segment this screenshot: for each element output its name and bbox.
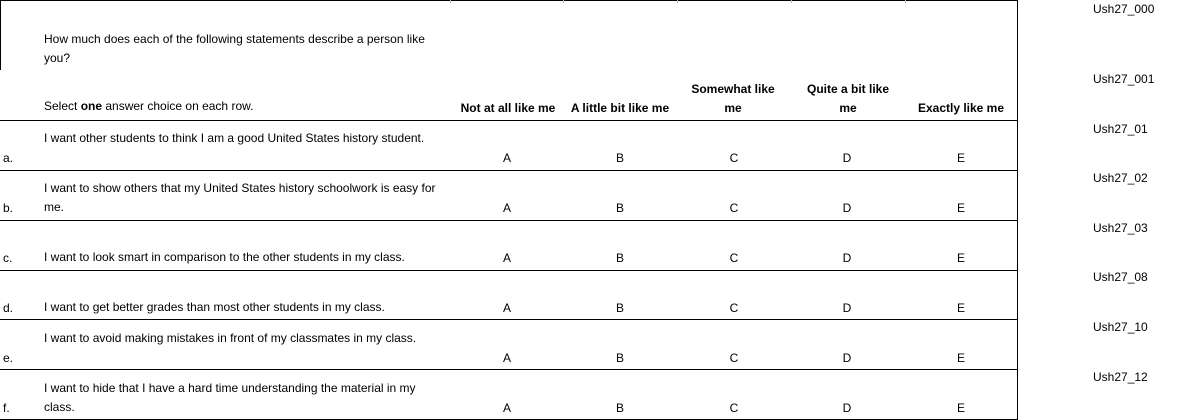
- choice-a[interactable]: A: [502, 301, 511, 315]
- instruction-text: answer choice on each row.: [102, 99, 254, 113]
- choice-b[interactable]: B: [615, 401, 624, 415]
- item-code: Ush27_02: [1093, 171, 1148, 185]
- column-tick: [563, 0, 564, 3]
- choice-c[interactable]: C: [729, 401, 739, 415]
- choice-d[interactable]: D: [842, 351, 852, 365]
- item-code: Ush27_10: [1093, 320, 1148, 334]
- item-letter: f.: [3, 401, 10, 415]
- scale-header-2: A little bit like me: [570, 101, 670, 115]
- row-divider: [0, 120, 1018, 121]
- choice-b[interactable]: B: [615, 301, 624, 315]
- choice-a[interactable]: A: [502, 401, 511, 415]
- question-prompt: How much does each of the following statements describe a person like you?: [44, 32, 425, 65]
- choice-d[interactable]: D: [842, 401, 852, 415]
- item-statement: I want to show others that my United States history schoolwork is easy for me.: [44, 181, 436, 214]
- right-border: [1017, 0, 1018, 420]
- item-statement: I want to avoid making mistakes in front of my classmates in my class.: [44, 331, 417, 345]
- choice-a[interactable]: A: [502, 351, 511, 365]
- scale-header-4: Quite a bit like me: [806, 82, 890, 115]
- item-statement: I want other students to think I am a good United States history student.: [44, 131, 425, 145]
- item-code: Ush27_03: [1093, 221, 1148, 235]
- question-code: Ush27_000: [1093, 2, 1155, 16]
- item-letter: a.: [3, 151, 14, 165]
- choice-d[interactable]: D: [842, 251, 852, 265]
- top-border: [0, 0, 1018, 1]
- choice-e[interactable]: E: [956, 251, 965, 265]
- choice-e[interactable]: E: [956, 201, 965, 215]
- choice-e[interactable]: E: [956, 151, 965, 165]
- left-border-stub: [0, 0, 1, 70]
- choice-d[interactable]: D: [842, 301, 852, 315]
- choice-c[interactable]: C: [729, 301, 739, 315]
- choice-b[interactable]: B: [615, 251, 624, 265]
- column-tick: [905, 0, 906, 3]
- item-letter: e.: [3, 351, 14, 365]
- choice-d[interactable]: D: [842, 201, 852, 215]
- item-letter: d.: [3, 301, 14, 315]
- choice-c[interactable]: C: [729, 151, 739, 165]
- item-statement: I want to hide that I have a hard time understanding the material in my class.: [44, 381, 416, 414]
- row-divider: [0, 170, 1018, 171]
- choice-e[interactable]: E: [956, 301, 965, 315]
- choice-b[interactable]: B: [615, 201, 624, 215]
- row-divider: [0, 369, 1018, 370]
- choice-c[interactable]: C: [729, 201, 739, 215]
- choice-e[interactable]: E: [956, 351, 965, 365]
- scale-header-1: Not at all like me: [460, 101, 556, 115]
- instruction-emphasis: one: [80, 99, 103, 113]
- choice-e[interactable]: E: [956, 401, 965, 415]
- instruction-text: Select: [44, 99, 81, 113]
- choice-d[interactable]: D: [842, 151, 852, 165]
- choice-a[interactable]: A: [502, 201, 511, 215]
- item-code: Ush27_12: [1093, 370, 1148, 384]
- item-statement: I want to look smart in comparison to the other students in my class.: [44, 250, 405, 264]
- question-instruction: [44, 99, 253, 113]
- item-letter: b.: [3, 201, 14, 215]
- item-statement: I want to get better grades than most other students in my class.: [44, 300, 385, 314]
- item-code: Ush27_01: [1093, 122, 1148, 136]
- row-divider: [0, 319, 1018, 320]
- column-tick: [450, 0, 451, 3]
- column-tick: [677, 0, 678, 3]
- choice-c[interactable]: C: [729, 351, 739, 365]
- choice-a[interactable]: A: [502, 251, 511, 265]
- choice-c[interactable]: C: [729, 251, 739, 265]
- choice-b[interactable]: B: [615, 151, 624, 165]
- scale-header-5: Exactly like me: [917, 101, 1005, 115]
- choice-b[interactable]: B: [615, 351, 624, 365]
- item-letter: c.: [3, 251, 13, 265]
- row-divider: [0, 270, 1018, 271]
- column-tick: [791, 0, 792, 3]
- header-code: Ush27_001: [1093, 72, 1155, 86]
- row-divider: [0, 220, 1018, 221]
- choice-a[interactable]: A: [502, 151, 511, 165]
- scale-header-3: Somewhat like me: [691, 82, 775, 115]
- item-code: Ush27_08: [1093, 270, 1148, 284]
